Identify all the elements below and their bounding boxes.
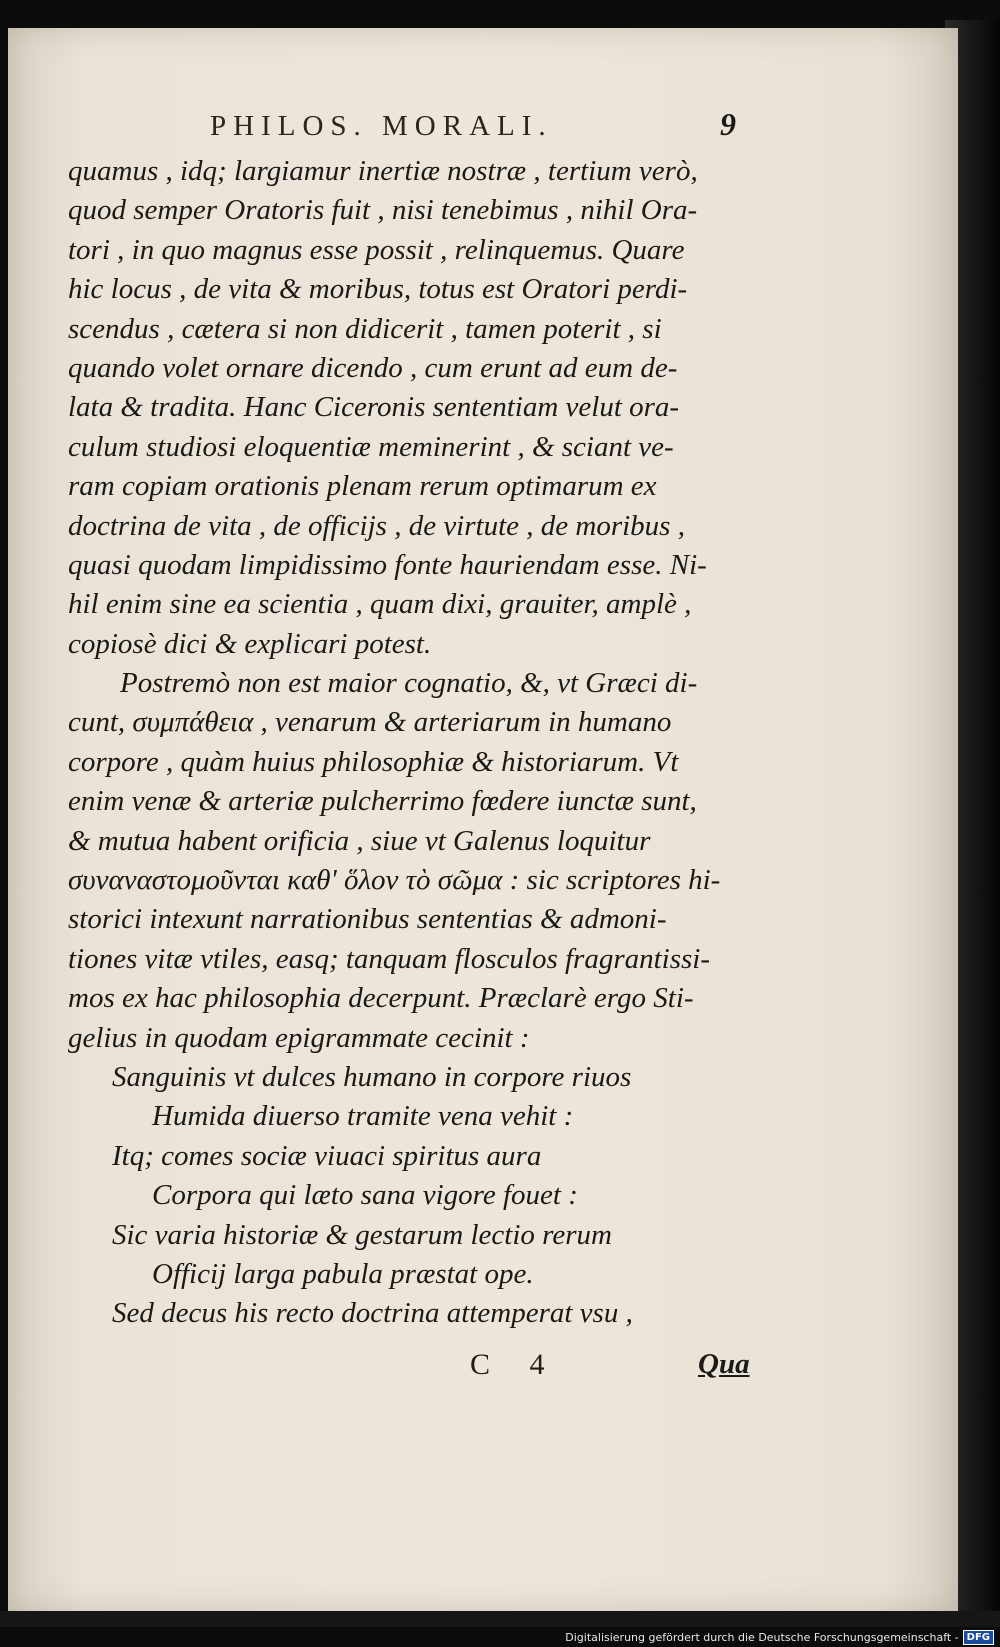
text-line: Postremò non est maior cognatio, &, vt Græci di- — [120, 667, 698, 700]
text-line: hic locus , de vita & moribus, totus est Oratori perdi- — [68, 273, 688, 306]
text-line: quod semper Oratoris fuit , nisi tenebimus , nihil Ora- — [68, 194, 698, 227]
verse-line: Corpora qui læto sana vigore fouet : — [152, 1179, 578, 1212]
page-footer — [0, 1348, 1000, 1388]
text-line: quasi quodam limpidissimo fonte hauriendam esse. Ni- — [68, 548, 707, 581]
page-number: 9 — [720, 106, 736, 142]
text-line: storici intexunt narrationibus sententias & admoni- — [68, 903, 667, 936]
verse-line: Officij larga pabula præstat ope. — [152, 1257, 534, 1290]
verse-line: Sed decus his recto doctrina attemperat vsu , — [112, 1297, 633, 1330]
signature-mark: C 4 — [470, 1348, 561, 1381]
text-line: tori , in quo magnus esse possit , relinquemus. Quare — [68, 233, 685, 266]
text-line: copiosè dici & explicari potest. — [68, 627, 432, 660]
verse-line: Sanguinis vt dulces humano in corpore riuos — [112, 1060, 632, 1093]
text-line: & mutua habent orificia , siue vt Galenus loquitur — [68, 824, 651, 857]
prose — [68, 152, 768, 1058]
text-line: συναναστομοῦνται καθ' ὅλον τὸ σῶμα : sic scriptores hi- — [68, 864, 721, 897]
book-edge-bottom — [0, 1611, 1000, 1627]
verse-quote — [68, 1058, 768, 1334]
text-line: tiones vitæ vtiles, easq; tanquam flosculos fragrantissi- — [68, 942, 711, 975]
text-line: hil enim sine ea scientia , quam dixi, grauiter, amplè , — [68, 588, 692, 621]
text-line: gelius in quodam epigrammate cecinit : — [68, 1021, 530, 1054]
running-head: PHILOS. MORALI. — [210, 110, 553, 142]
text-line: mos ex hac philosophia decerpunt. Præclarè ergo Sti- — [68, 982, 694, 1015]
dfg-logo: DFG — [963, 1630, 994, 1645]
text-line: scendus , cætera si non didicerit , tamen poterit , si — [68, 312, 662, 345]
text-line: lata & tradita. Hanc Ciceronis sententiam velut ora- — [68, 391, 680, 424]
text-block — [68, 152, 768, 1334]
verse-line: Sic varia historiæ & gestarum lectio rerum — [112, 1218, 612, 1251]
text-line: ram copiam orationis plenam rerum optimarum ex — [68, 470, 657, 503]
text-line: quando volet ornare dicendo , cum erunt ad eum de- — [68, 351, 678, 384]
text-line: culum studiosi eloquentiæ meminerint , & sciant ve- — [68, 430, 674, 463]
text-line: corpore , quàm huius philosophiæ & historiarum. Vt — [68, 745, 679, 778]
digitization-credit — [565, 1630, 994, 1645]
text-line: quamus , idq; largiamur inertiæ nostræ , tertium verò, — [68, 155, 698, 187]
text-line: doctrina de vita , de officijs , de virtute , de moribus , — [68, 509, 685, 542]
verse-line: Humida diuerso tramite vena vehit : — [152, 1100, 574, 1133]
credit-text: Digitalisierung gefördert durch die Deutsche Forschungsgemeinschaft - — [565, 1631, 959, 1644]
text-line: cunt, συμπάθεια , venarum & arteriarum in humano — [68, 706, 672, 739]
verse-line: Itq; comes sociæ viuaci spiritus aura — [112, 1139, 542, 1172]
text-line: enim venæ & arteriæ pulcherrimo fœdere iunctæ sunt, — [68, 785, 697, 818]
catchword: Qua — [698, 1348, 750, 1380]
